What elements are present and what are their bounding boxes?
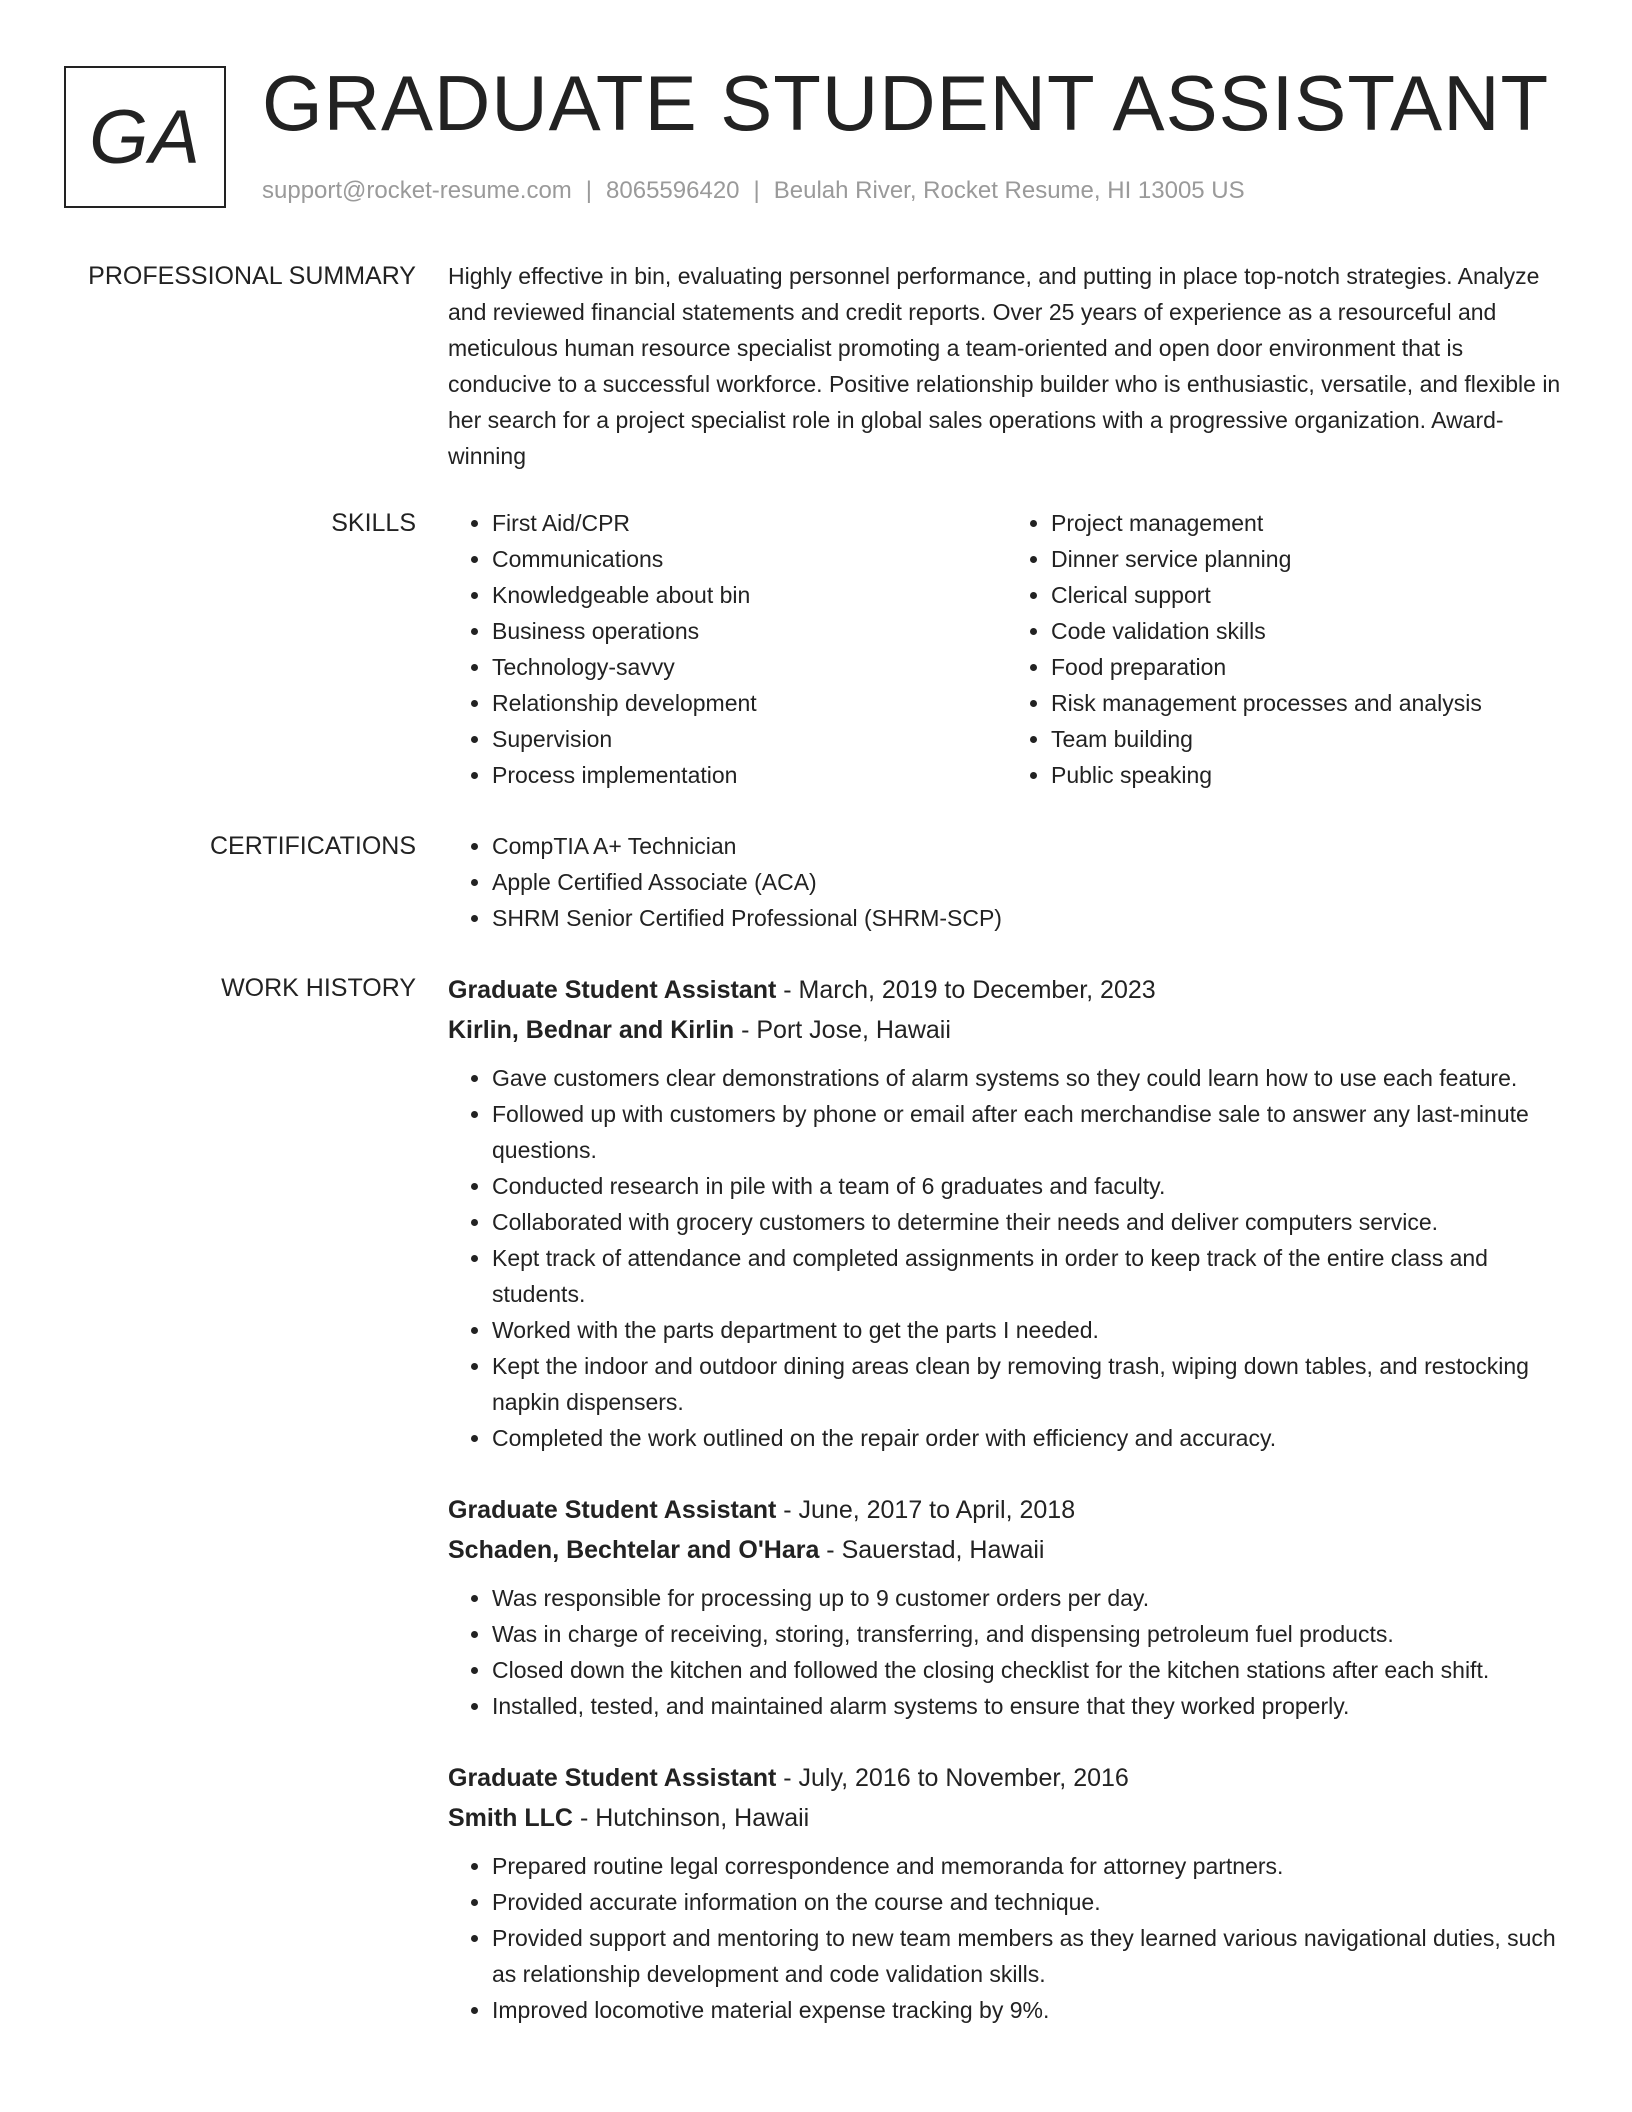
- job-location: - Hutchinson, Hawaii: [573, 1804, 810, 1832]
- contact-separator: |: [585, 177, 593, 204]
- job-company: Smith LLC: [448, 1804, 573, 1832]
- job-bullet: • Completed the work outlined on the repair order with efficiency and accuracy.: [492, 1420, 1566, 1456]
- skill-item: • Process implementation: [492, 757, 1007, 793]
- summary-heading: PROFESSIONAL SUMMARY: [88, 262, 416, 290]
- job-bullet: • Followed up with customers by phone or email after each merchandise sale to answer any last-minute questions.: [492, 1096, 1566, 1168]
- job-location: - Sauerstad, Hawaii: [819, 1536, 1045, 1564]
- skill-item: • Knowledgeable about bin: [492, 577, 1007, 613]
- job-dates: - June, 2017 to April, 2018: [776, 1496, 1076, 1524]
- skill-item: • First Aid/CPR: [492, 505, 1007, 541]
- job-title: Graduate Student Assistant: [448, 1496, 777, 1524]
- certification-item: • Apple Certified Associate (ACA): [492, 864, 1566, 900]
- job-entry: [448, 970, 1566, 1456]
- job-bullet: • Installed, tested, and maintained alarm systems to ensure that they worked properly.: [492, 1688, 1566, 1724]
- skill-item: • Code validation skills: [1051, 613, 1566, 649]
- skill-item: • Clerical support: [1051, 577, 1566, 613]
- skill-item: • Supervision: [492, 721, 1007, 757]
- job-company-line: [448, 1798, 1566, 1838]
- certifications-body: [448, 828, 1566, 936]
- job-title-line: [448, 970, 1566, 1010]
- certifications-heading: CERTIFICATIONS: [209, 832, 416, 860]
- job-bullet: • Kept track of attendance and completed assignments in order to keep track of the entire class and students.: [492, 1240, 1566, 1312]
- skill-item: • Food preparation: [1051, 649, 1566, 685]
- skill-item: • Project management: [1051, 505, 1566, 541]
- job-bullet: • Provided accurate information on the course and technique.: [492, 1884, 1566, 1920]
- job-title: Graduate Student Assistant: [448, 1764, 777, 1792]
- monogram-logo: GA: [64, 66, 226, 208]
- job-dates: - July, 2016 to November, 2016: [776, 1764, 1129, 1792]
- skills-list-right: [1007, 505, 1566, 793]
- job-bullet: • Conducted research in pile with a team of 6 graduates and faculty.: [492, 1168, 1566, 1204]
- job-location: - Port Jose, Hawaii: [734, 1016, 951, 1044]
- certifications-list: [448, 828, 1566, 936]
- job-company-line: [448, 1010, 1566, 1050]
- skills-heading: SKILLS: [331, 509, 416, 537]
- job-title-line: [448, 1758, 1566, 1798]
- skill-item: • Team building: [1051, 721, 1566, 757]
- job-bullet: • Closed down the kitchen and followed the closing checklist for the kitchen stations after each shift.: [492, 1652, 1566, 1688]
- skill-item: • Business operations: [492, 613, 1007, 649]
- summary-text: Highly effective in bin, evaluating personnel performance, and putting in place top-notch strategies. Analyze and reviewed financial statements and credit reports. Over 25 years of experience as a resourceful and meticulous human resource specialist promoting a team-oriented and open door environment that is conducive to a successful workforce. Positive relationship builder who is enthusiastic, versatile, and flexible in her search for a project specialist role in global sales operations with a progressive organization. Award-winning: [448, 263, 1561, 469]
- contact-phone: 8065596420: [606, 177, 740, 204]
- job-entry: [448, 1758, 1566, 2028]
- job-bullet: • Collaborated with grocery customers to determine their needs and deliver computers service.: [492, 1204, 1566, 1240]
- work-history-body: [448, 970, 1566, 2028]
- job-bullet: • Improved locomotive material expense tracking by 9%.: [492, 1992, 1566, 2028]
- job-company-line: [448, 1530, 1566, 1570]
- work-history-heading: WORK HISTORY: [221, 974, 416, 1002]
- contact-line: [262, 176, 1245, 206]
- job-bullets: [448, 1848, 1566, 2028]
- job-company: Schaden, Bechtelar and O'Hara: [448, 1536, 820, 1564]
- job-bullet: • Prepared routine legal correspondence and memoranda for attorney partners.: [492, 1848, 1566, 1884]
- skill-item: • Risk management processes and analysis: [1051, 685, 1566, 721]
- job-title-line: [448, 1490, 1566, 1530]
- skill-item: • Public speaking: [1051, 757, 1566, 793]
- job-bullet: • Was responsible for processing up to 9 customer orders per day.: [492, 1580, 1566, 1616]
- skill-item: • Communications: [492, 541, 1007, 577]
- skills-list-left: [448, 505, 1007, 793]
- job-bullet: • Gave customers clear demonstrations of alarm systems so they could learn how to use each feature.: [492, 1060, 1566, 1096]
- job-bullet: • Provided support and mentoring to new team members as they learned various navigational duties, such as relationship development and code validation skills.: [492, 1920, 1566, 1992]
- certification-item: • CompTIA A+ Technician: [492, 828, 1566, 864]
- contact-address: Beulah River, Rocket Resume, HI 13005 US: [773, 177, 1245, 204]
- skills-body: [448, 505, 1566, 793]
- job-bullets: [448, 1060, 1566, 1456]
- job-bullet: • Was in charge of receiving, storing, transferring, and dispensing petroleum fuel products.: [492, 1616, 1566, 1652]
- job-entry: [448, 1490, 1566, 1724]
- contact-email: support@rocket-resume.com: [262, 177, 572, 204]
- summary-body: [448, 258, 1566, 474]
- job-bullet: • Worked with the parts department to get the parts I needed.: [492, 1312, 1566, 1348]
- job-dates: - March, 2019 to December, 2023: [776, 976, 1156, 1004]
- job-bullet: • Kept the indoor and outdoor dining areas clean by removing trash, wiping down tables, and restocking napkin dispensers.: [492, 1348, 1566, 1420]
- resume-name: GRADUATE STUDENT ASSISTANT: [262, 59, 1550, 147]
- job-company: Kirlin, Bednar and Kirlin: [448, 1016, 735, 1044]
- skill-item: • Technology-savvy: [492, 649, 1007, 685]
- job-bullets: [448, 1580, 1566, 1724]
- skill-item: • Dinner service planning: [1051, 541, 1566, 577]
- certification-item: • SHRM Senior Certified Professional (SHRM-SCP): [492, 900, 1566, 936]
- contact-separator: |: [753, 177, 760, 204]
- job-title: Graduate Student Assistant: [448, 976, 777, 1004]
- skill-item: • Relationship development: [492, 685, 1007, 721]
